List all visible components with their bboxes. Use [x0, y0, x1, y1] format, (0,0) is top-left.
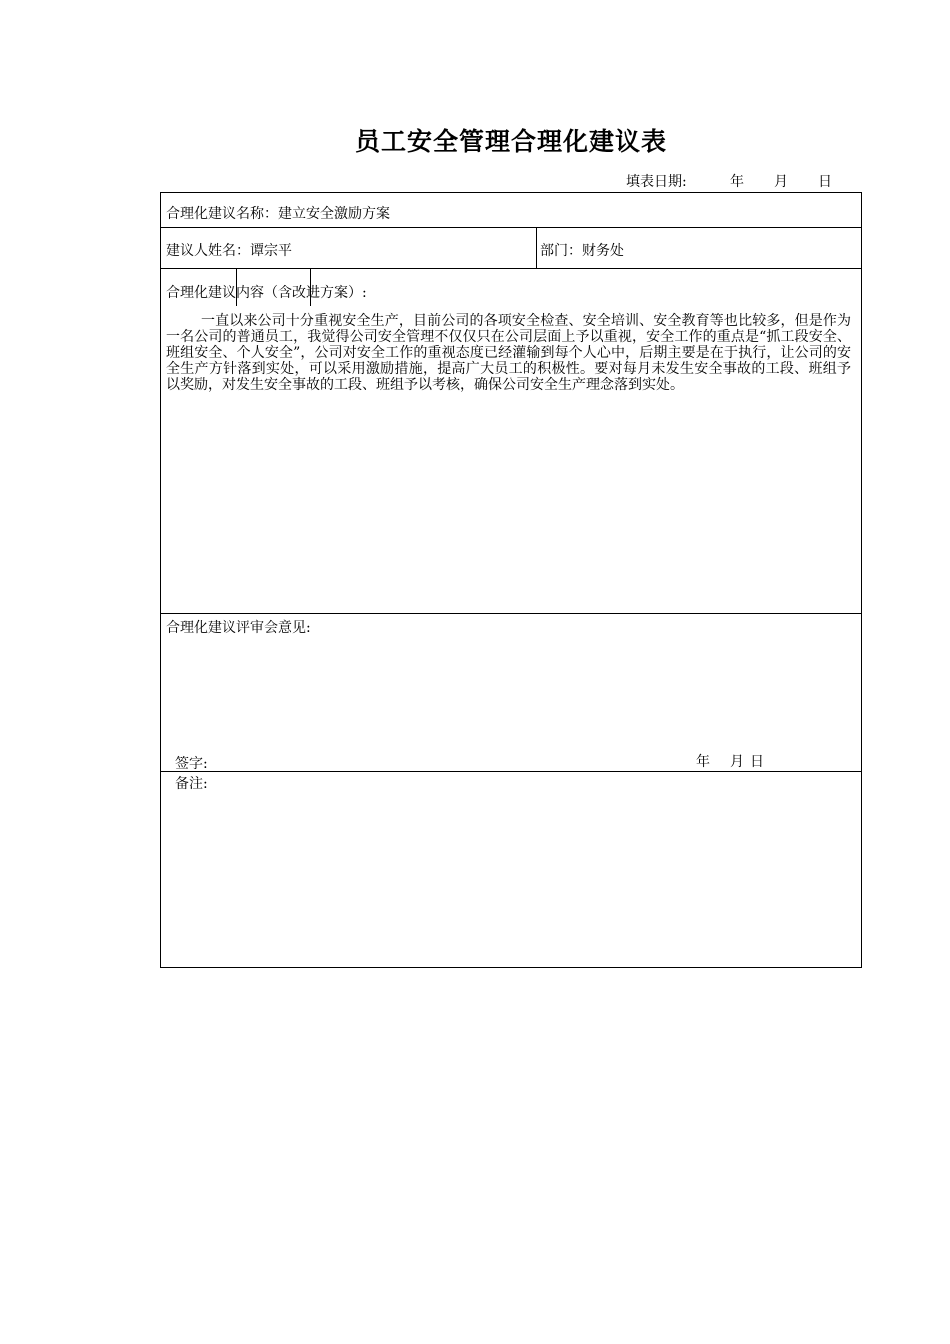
- fill-date-day: 日: [818, 174, 832, 190]
- review-label: 合理化建议评审会意见:: [166, 620, 311, 636]
- page-title: 员工安全管理合理化建议表: [354, 127, 667, 156]
- remarks-label: 备注:: [175, 776, 208, 792]
- row-divider: [161, 613, 861, 614]
- suggestion-form: [160, 192, 862, 968]
- review-date-day: 日: [750, 754, 764, 770]
- fill-date-month: 月: [774, 174, 788, 190]
- review-date-year: 年: [696, 754, 710, 770]
- row-divider: [161, 268, 861, 269]
- fill-date-year: 年: [730, 174, 744, 190]
- proposer-name-field: 建议人姓名：谭宗平: [166, 243, 292, 259]
- review-date-month: 月: [730, 754, 744, 770]
- row-divider: [161, 227, 861, 228]
- column-divider: [536, 227, 537, 268]
- department-field: 部门：财务处: [540, 243, 624, 259]
- content-body: 一直以来公司十分重视安全生产，目前公司的各项安全检查、安全培训、安全教育等也比较多，但是作为一名公司的普通员工，我觉得公司安全管理不仅仅只在公司层面上予以重视，安全工作的重点是“抓工段安全、班组安全、个人安全”，公司对安全工作的重视态度已经灌输到每个人心中，后期主要是在于执行，让公司的安全生产方针落到实处，可以采用激励措施，提高广大员工的积极性。要对每月未发生安全事故的工段、班组予以奖励，对发生安全事故的工段、班组予以考核，确保公司安全生产理念落到实处。: [166, 313, 851, 393]
- fill-date-label: 填表日期:: [626, 174, 687, 190]
- fill-date-line: [626, 171, 832, 191]
- suggestion-name-field: 合理化建议名称：建立安全激励方案: [166, 206, 390, 222]
- signature-label: 签字:: [175, 756, 208, 772]
- content-label: 合理化建议内容（含改进方案）:: [166, 285, 367, 301]
- row-divider: [161, 771, 861, 772]
- review-date: [696, 751, 764, 771]
